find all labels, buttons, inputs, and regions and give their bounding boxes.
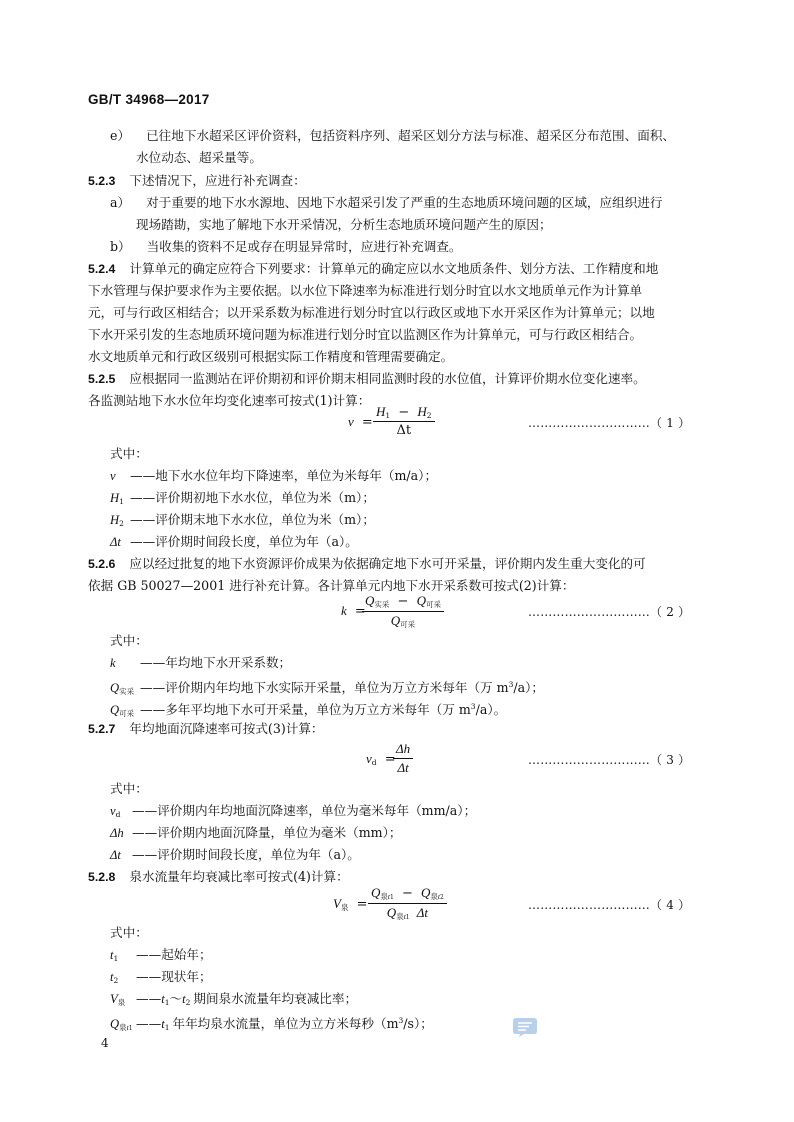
def-symbol: V [110,992,118,1006]
def-dash: —— [130,512,156,527]
def-subscript: t [126,1023,129,1032]
clause-number: 5.2.7 [88,722,116,736]
formula-subscript: 实采 [374,600,390,609]
def-text: 年年均泉水流量，单位为立方米每秒（m [172,1016,399,1031]
clause-number: 5.2.4 [88,262,116,276]
def-dash: —— [136,991,162,1006]
equation-number: （ 4 ） [650,898,691,912]
formula-subscript: 2 [426,411,432,420]
definition-item [110,991,357,1011]
def-subscript: 1 [119,497,124,506]
clause-line: 依据 GB 50027—2001 进行补充计算。各计算单元内地下水开采系数可按式(2)计算： [88,578,575,593]
def-dash: —— [130,468,156,483]
leader-dots: ………………………… [528,898,650,912]
def-text: 评价期时间段长度，单位为年（a）。 [157,847,360,862]
formula-symbol: H [417,404,427,419]
formula-symbol: Q [421,885,431,900]
def-symbol: Q [110,703,120,717]
clause-5-2-7 [88,721,324,737]
def-symbol: t [161,1017,165,1031]
formula-subscript: t [387,892,390,901]
list-item-e [110,128,675,144]
def-dash: —— [132,847,158,862]
formula-lhs: k [341,603,347,618]
def-symbol: t [161,992,165,1006]
def-text: 地下水水位年均下降速率，单位为米每年（m/a）； [155,468,438,483]
def-text: 评价期内年均地下水实际开采量，单位为万立方米每年（万 m [165,680,509,695]
def-symbol: Δt [110,848,121,862]
def-symbol: Q [110,1017,120,1031]
formula-lhs: v [348,414,354,429]
def-dash: —— [140,655,166,670]
definition-item [110,699,506,722]
formula-subscript: 可采 [400,620,416,629]
equation-number: （ 3 ） [650,753,691,767]
clause-line: 下水管理与保护要求作为主要依据。以水位下降速率为标准进行划分时宜以水文地质单元作为计算单 [88,283,643,298]
where-label: 式中： [110,446,148,461]
fraction [362,593,444,630]
def-symbol: Δh [110,826,124,840]
clause-number: 5.2.8 [88,870,116,884]
def-dash: —— [136,969,162,984]
clause-5-2-8 [88,869,349,885]
list-label: e） [110,128,131,143]
def-symbol: k [110,656,116,670]
clause-text: 泉水流量年均衰减比率可按式(4)计算： [129,869,349,884]
def-symbol: v [110,469,116,483]
definition-item [110,512,375,532]
equation-number: （ 2 ） [650,605,691,619]
sac-watermark-icon [512,1016,538,1038]
def-text: 评价期初地下水水位，单位为米（m）； [155,490,375,505]
formula-subscript: 可采 [425,600,441,609]
formula-symbol: H [376,404,386,419]
where-label: 式中： [110,925,148,940]
clause-text: 应以经过批复的地下水资源评价成果为依据确定地下水可开采量，评价期内发生重大变化的可 [129,556,646,571]
formula-symbol: Q [386,905,397,920]
def-text-tail: /s）； [403,1016,433,1031]
page-number: 4 [101,1036,109,1050]
definition-item [110,803,476,823]
formula-subscript: t [403,912,406,921]
def-dash: —— [140,702,166,717]
list-item-e-cont: 水位动态、超采量等。 [136,150,262,165]
where-label: 式中： [110,633,148,648]
def-dash: —— [132,803,158,818]
clause-line: 元，可与行政区相结合；以开采系数为标准进行划分时宜以行政区或地下水开采区作为计算单元；以地 [88,305,655,320]
def-symbol: Δt [110,535,121,549]
formula-numerator: Δh [396,741,411,756]
def-text-tail: /a）； [513,680,544,695]
formula-subscript: 1 [405,914,410,921]
clause-line: 各监测站地下水水位年均变化速率可按式(1)计算： [88,393,371,408]
def-symbol: t [110,970,114,984]
formula-denominator: Δt [396,423,412,438]
clause-5-2-6 [88,556,646,572]
formula-symbol: Q [416,593,426,608]
minus-sign: − [401,886,413,901]
def-text: 评价期内年均地面沉降速率，单位为毫米每年（mm/a）； [157,803,477,818]
def-subscript: 1 [164,1023,170,1032]
formula-subscript: 1 [389,894,394,901]
definition-item [110,468,437,484]
def-dash: —— [136,1016,162,1031]
list-text: 当收集的资料不足或存在明显异常时，应进行补充调查。 [146,239,462,254]
def-symbol: v [110,804,116,818]
def-symbol: H [110,513,120,527]
formula-subscript: t [437,892,440,901]
def-subscript: 泉 [117,998,126,1007]
superscript: 3 [508,680,514,689]
clause-number: 5.2.5 [88,372,116,386]
def-text-tail: /a）。 [475,702,507,717]
superscript: 3 [398,1016,404,1025]
definition-item [110,677,544,700]
def-dash: —— [132,825,158,840]
def-text: 评价期时间段长度，单位为年（a）。 [155,534,358,549]
equals-sign: = [356,897,368,912]
definition-item [110,490,375,510]
formula-denominator: Δt [397,760,409,775]
definition-item [110,847,360,863]
def-subscript: 2 [185,998,191,1007]
def-subscript: d [115,810,121,819]
equals-sign: = [384,752,396,767]
clause-text: 应根据同一监测站在评价期初和评价期末相同监测时段的水位值，计算评价期水位变化速率。 [129,371,646,386]
def-symbol: H [110,491,120,505]
clause-text: 年均地面沉降速率可按式(3)计算： [129,721,324,736]
list-item-b [110,239,462,255]
def-text: 起始年； [161,947,212,962]
def-symbol: t [182,992,186,1006]
formula-subscript: 泉 [340,903,349,912]
formula-subscript: 泉 [430,892,438,901]
def-text: 评价期内地面沉降量，单位为毫米（mm）； [157,825,402,840]
formula-subscript: 泉 [380,892,388,901]
list-text: 已往地下水超采区评价资料，包括资料序列、超采区划分方法与标准、超采区分布范围、面积、 [146,128,675,143]
def-dash: —— [140,680,166,695]
fraction [373,404,435,438]
formula-subscript: d [371,758,377,767]
definition-item [110,655,291,671]
def-text: 期间泉水流量年均衰减比率； [193,991,358,1006]
minus-sign: − [397,594,409,609]
def-dash: —— [130,534,156,549]
tilde: ～ [169,991,183,1006]
def-symbol: t [110,948,114,962]
fraction [368,885,447,922]
standard-code-header: GB/T 34968—2017 [88,92,210,107]
clause-text: 下述情况下，应进行补充调查： [129,173,306,188]
def-subscript: 2 [119,519,124,528]
equals-sign: = [354,604,366,619]
def-subscript: 1 [164,998,170,1007]
minus-sign: − [398,405,410,420]
formula-symbol: Q [365,593,375,608]
formula-subscript: 泉 [396,912,404,921]
def-text: 评价期末地下水水位，单位为米（m）； [155,512,375,527]
definition-item [110,534,358,550]
formula-symbol: Q [390,613,401,628]
def-dash: —— [130,490,156,505]
definition-item [110,825,401,841]
def-subscript: 可采 [119,709,135,718]
definition-item [110,1013,433,1037]
equals-sign: = [361,415,373,430]
formula-lhs: V [333,896,341,911]
definition-item [110,969,212,989]
list-item-a [110,195,662,211]
formula-subscript: 2 [439,894,444,901]
formula-lhs: v [366,751,372,766]
definition-item [110,947,212,967]
clause-line: 水文地质单元和行政区级别可根据实际工作精度和管理需要确定。 [88,349,454,364]
clause-5-2-5 [88,371,646,387]
clause-number: 5.2.3 [88,174,116,188]
leader-dots: ………………………… [528,753,650,767]
fraction [393,741,413,776]
clause-5-2-3 [88,173,306,189]
def-subscript: 2 [113,976,119,985]
equation-number: （ 1 ） [650,416,691,430]
clause-5-2-4 [88,261,658,277]
def-text: 年均地下水开采系数； [165,655,292,670]
clause-line: 下水开采引发的生态地质环境问题为标准进行划分时宜以监测区作为计算单元，可与行政区相结合。 [88,327,643,342]
def-text: 多年平均地下水可开采量，单位为万立方米每年（万 m [165,702,471,717]
list-text: 对于重要的地下水水源地、因地下水超采引发了严重的生态地质环境问题的区域，应组织进行 [146,195,663,210]
def-text: 现状年； [161,969,212,984]
formula-symbol: Q [371,885,381,900]
leader-dots: ………………………… [528,416,650,430]
formula-subscript: 1 [385,411,391,420]
def-subscript: 1 [113,954,119,963]
leader-dots: ………………………… [528,605,650,619]
superscript: 3 [470,702,476,711]
formula-symbol: Δt [416,905,428,920]
list-label: b） [110,239,131,254]
def-dash: —— [136,947,162,962]
def-subscript: 实采 [119,687,135,696]
clause-text: 计算单元的确定应符合下列要求：计算单元的确定应以水文地质条件、划分方法、工作精度和地 [129,261,659,276]
def-subscript: 泉 [119,1023,127,1032]
list-label: a） [110,195,131,210]
def-symbol: Q [110,681,120,695]
list-item-a-cont: 现场踏勘，实地了解地下水开采情况，分析生态地质环境问题产生的原因； [136,217,552,232]
where-label: 式中： [110,781,148,796]
clause-number: 5.2.6 [88,557,116,571]
def-subscript: 1 [128,1025,133,1032]
